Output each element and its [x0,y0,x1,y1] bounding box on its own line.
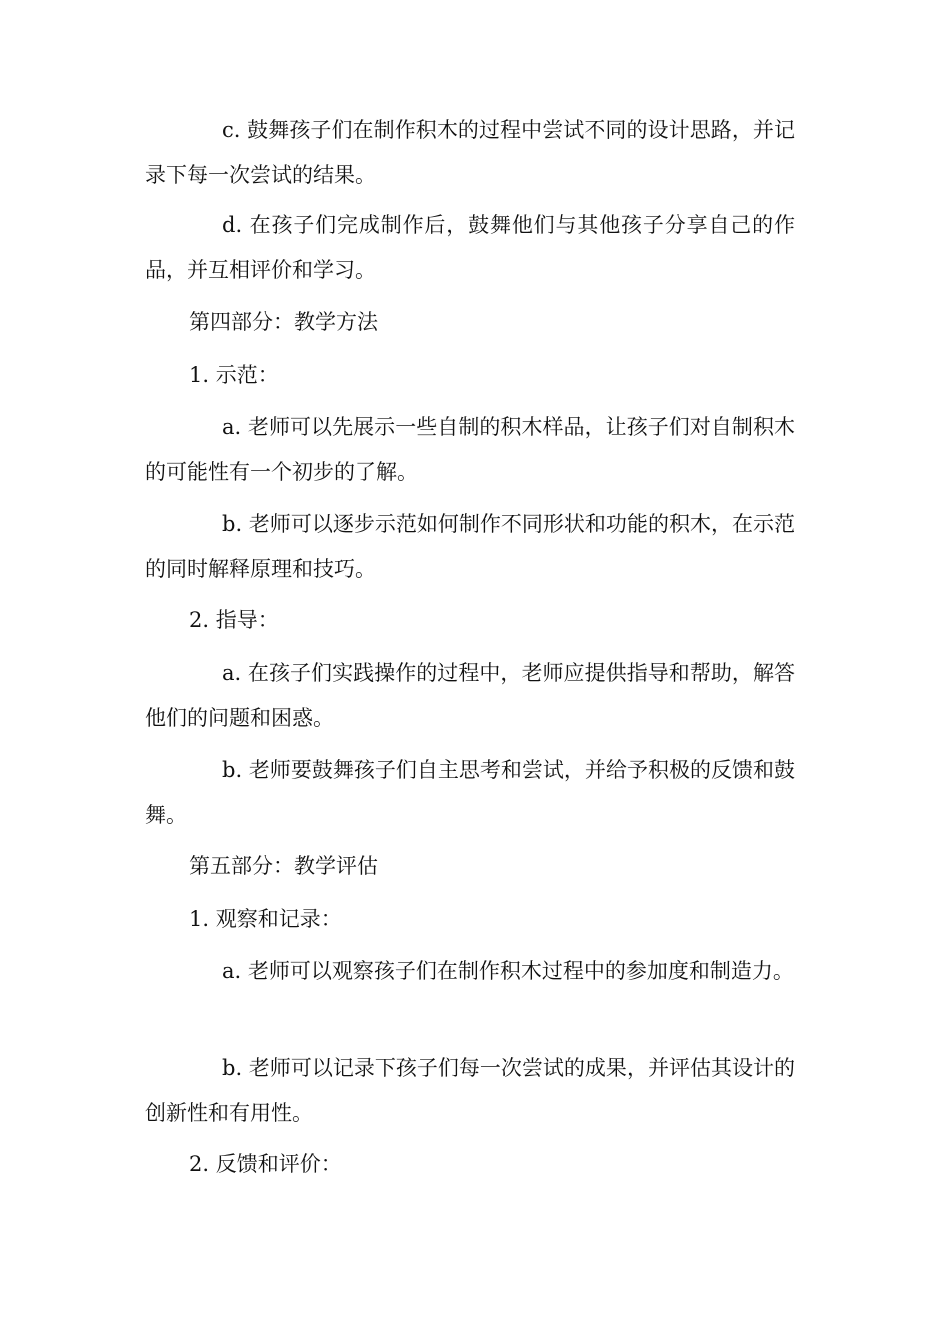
list-heading-observation: 1. 观察和记录： [189,907,342,931]
paragraph-item-b: b. 老师可以记录下孩子们每一次尝试的成果，并评估其设计的创新性和有用性。 [145,1056,795,1125]
paragraph-item-d: d. 在孩子们完成制作后，鼓舞他们与其他孩子分享自己的作品，并互相评价和学习。 [145,213,795,282]
paragraph-item-a: a. 老师可以观察孩子们在制作积木过程中的参加度和制造力。 [222,959,794,983]
list-heading-guidance: 2. 指导： [189,608,279,632]
paragraph-item-b: b. 老师可以逐步示范如何制作不同形状和功能的积木，在示范的同时解释原理和技巧。 [145,512,795,581]
section-heading-4: 第四部分：教学方法 [189,310,378,334]
paragraph-item-b: b. 老师要鼓舞孩子们自主思考和尝试，并给予积极的反馈和鼓舞。 [145,758,795,827]
list-heading-feedback: 2. 反馈和评价： [189,1152,342,1176]
paragraph-item-a: a. 在孩子们实践操作的过程中，老师应提供指导和帮助，解答他们的问题和困惑。 [145,661,795,730]
paragraph-item-c: c. 鼓舞孩子们在制作积木的过程中尝试不同的设计思路，并记录下每一次尝试的结果。 [145,118,795,187]
paragraph-item-a: a. 老师可以先展示一些自制的积木样品，让孩子们对自制积木的可能性有一个初步的了解。 [145,415,795,484]
list-heading-demonstration: 1. 示范： [189,363,279,387]
section-heading-5: 第五部分：教学评估 [189,854,378,878]
